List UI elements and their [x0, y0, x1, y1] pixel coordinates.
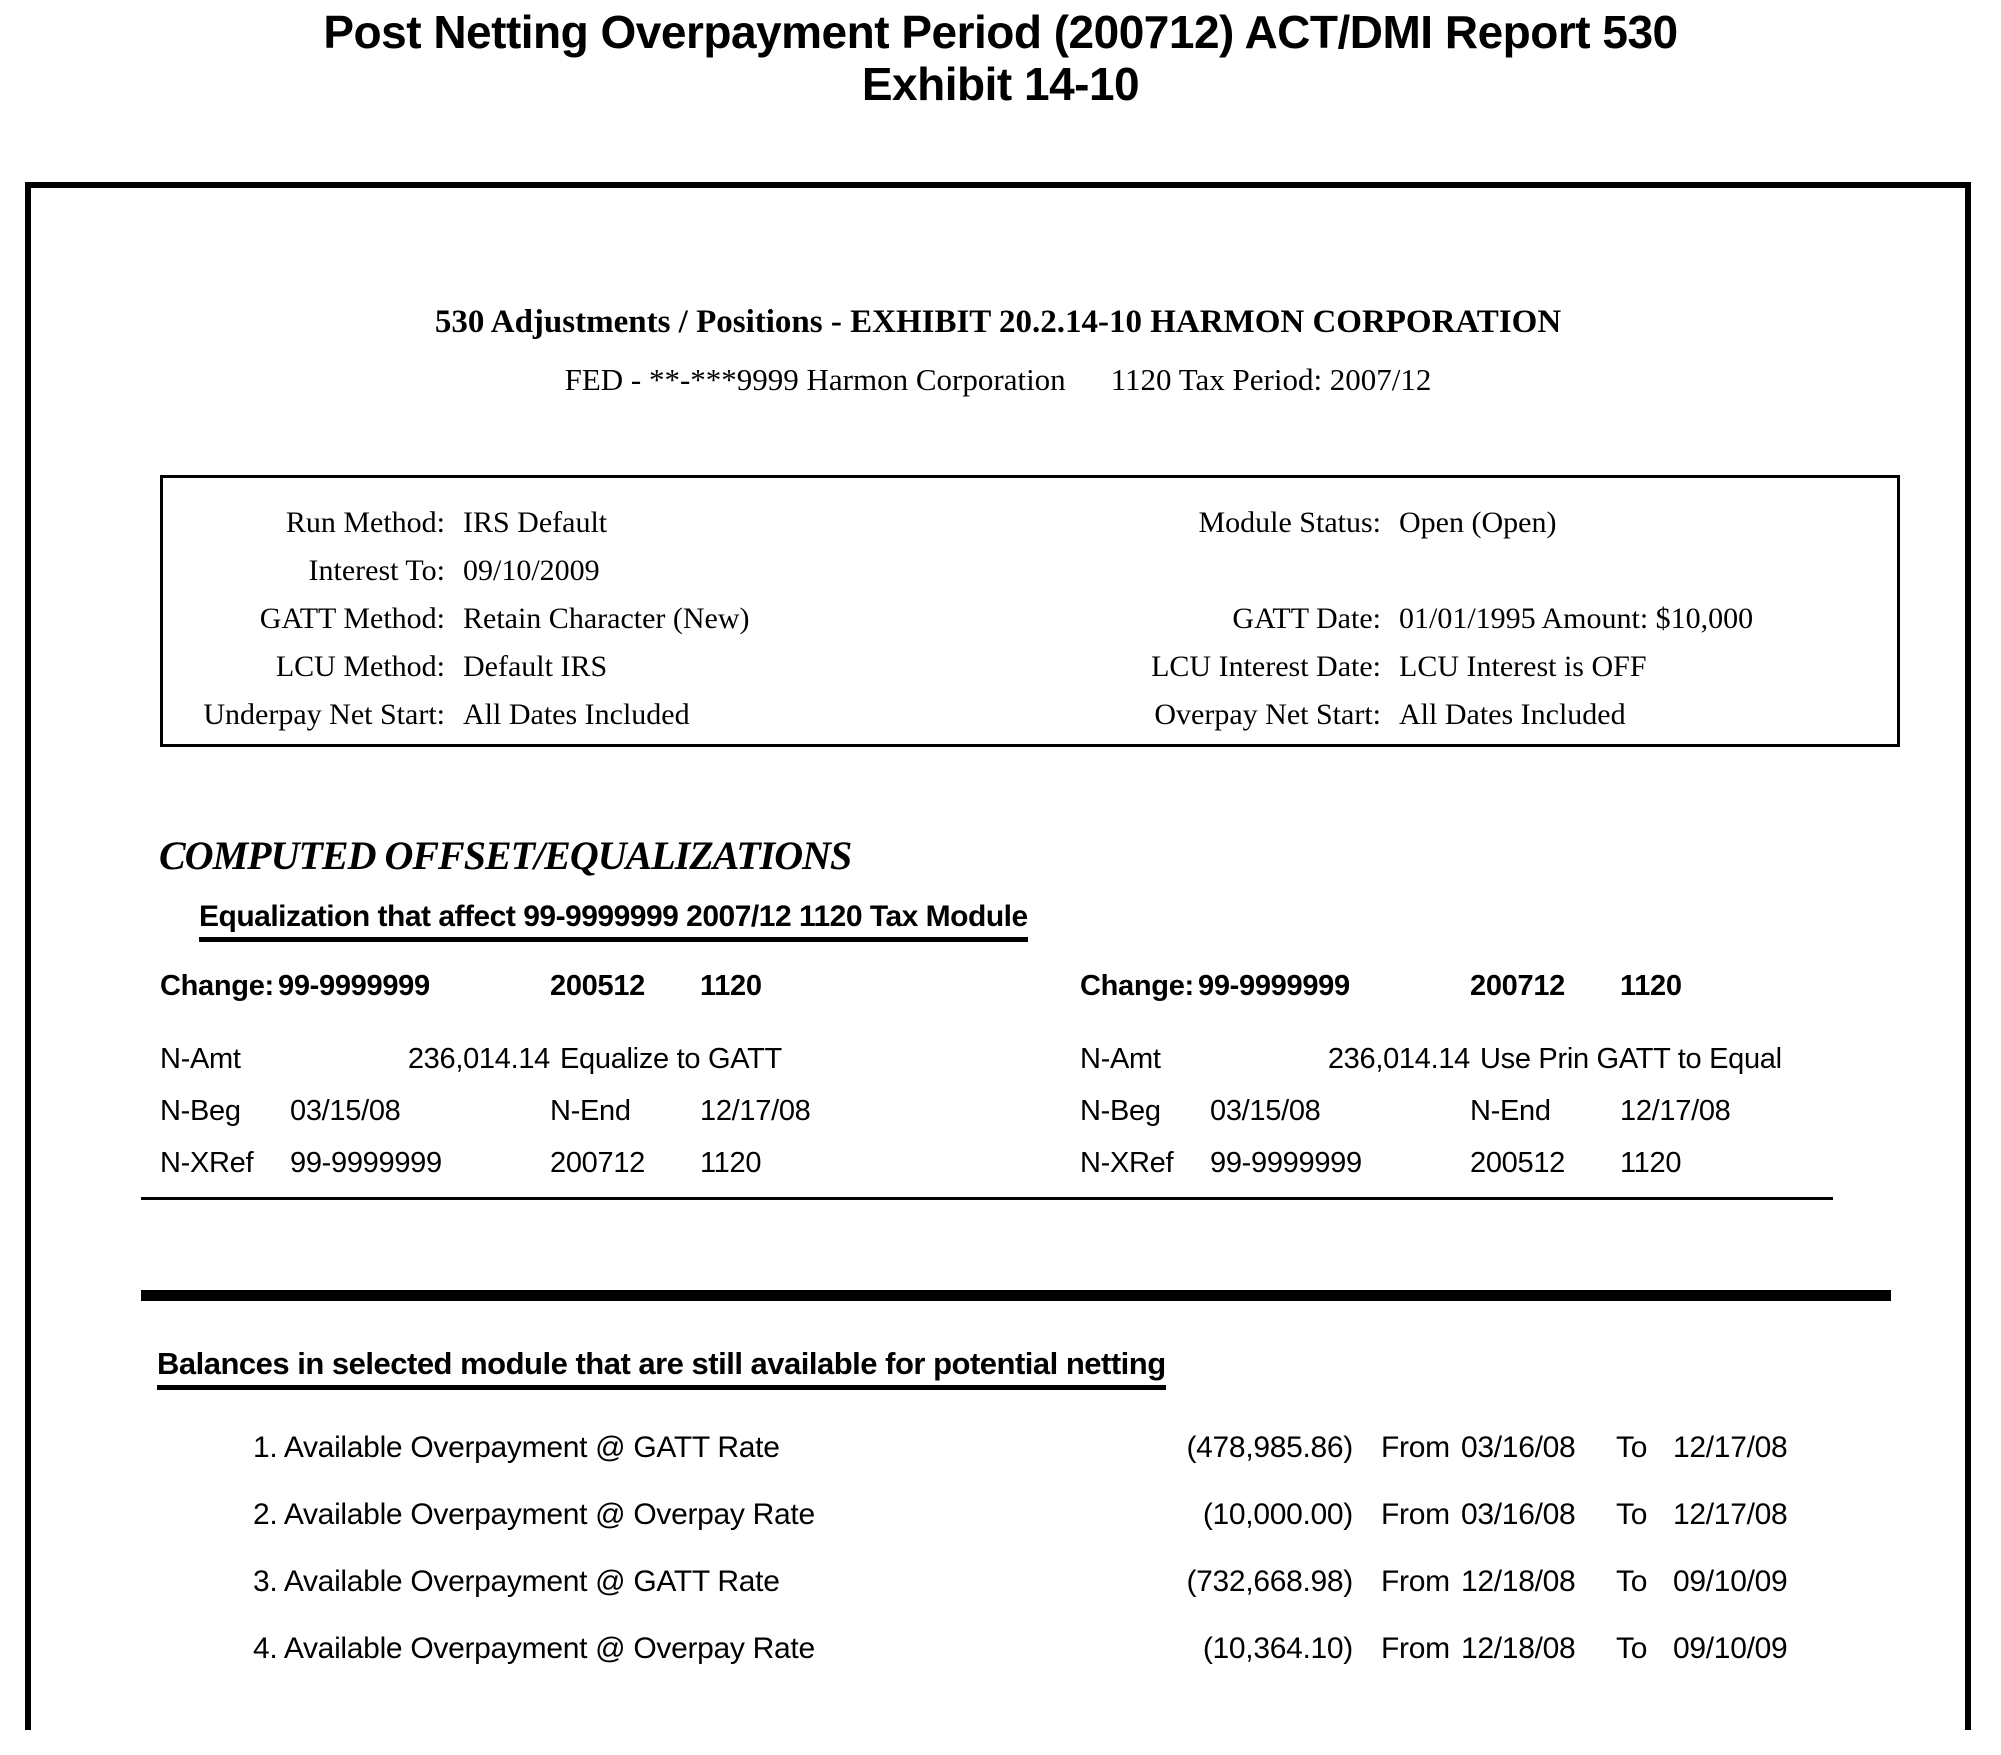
- balance-num: 3.: [253, 1565, 278, 1598]
- balance-label: [253, 1562, 968, 1629]
- balance-desc: Available Overpayment @ GATT Rate: [283, 1565, 780, 1598]
- n-amt-label: N-Amt: [1080, 1043, 1161, 1075]
- n-end-value: 12/17/08: [1620, 1095, 1731, 1127]
- change-label: Change:: [160, 970, 274, 1002]
- n-end-label: N-End: [1470, 1095, 1551, 1127]
- settings-box: [160, 475, 1900, 747]
- settings-value: All Dates Included: [1399, 698, 1626, 731]
- report-header: 530 Adjustments / Positions - EXHIBIT 20.2.14-10 HARMON CORPORATION: [434, 304, 1562, 340]
- n-xref-label: N-XRef: [160, 1147, 254, 1179]
- report-subheader: [31, 362, 1965, 398]
- change-mft: 1120: [700, 970, 762, 1002]
- balance-num: 1.: [253, 1431, 278, 1464]
- settings-row-gatt-date: [1032, 595, 1900, 643]
- change-label: Change:: [1080, 970, 1194, 1002]
- settings-label: Interest To:: [308, 554, 445, 587]
- balance-from-label: From: [1381, 1498, 1450, 1531]
- n-xref-tin: 99-9999999: [1210, 1147, 1362, 1179]
- balance-to-date: 09/10/09: [1673, 1632, 1788, 1665]
- settings-left-column: [163, 499, 1032, 739]
- balance-to-date: 12/17/08: [1673, 1498, 1788, 1531]
- settings-value: All Dates Included: [463, 698, 690, 731]
- n-end-value: 12/17/08: [700, 1095, 811, 1127]
- n-amt-label: N-Amt: [160, 1043, 241, 1075]
- section-divider-thick: [141, 1290, 1891, 1301]
- settings-label: Run Method:: [285, 506, 445, 539]
- n-beg-label: N-Beg: [160, 1095, 241, 1127]
- n-beg-value: 03/15/08: [290, 1095, 401, 1127]
- balance-to-date: 12/17/08: [1673, 1431, 1788, 1464]
- settings-value: Retain Character (New): [463, 602, 750, 635]
- n-xref-row: [1080, 1147, 1960, 1187]
- change-tin: 99-9999999: [278, 970, 430, 1002]
- change-tax-period: 200712: [1470, 970, 1565, 1002]
- settings-label: LCU Interest Date:: [1151, 650, 1381, 683]
- balance-label: [253, 1629, 968, 1696]
- balance-to-label: To: [1616, 1431, 1648, 1464]
- n-beg-label: N-Beg: [1080, 1095, 1161, 1127]
- balance-amount: (732,668.98): [1186, 1565, 1353, 1598]
- balance-amount: (478,985.86): [1186, 1431, 1353, 1464]
- balance-from-date: 03/16/08: [1461, 1431, 1576, 1464]
- settings-row-underpay-net-start: [163, 691, 1032, 739]
- balance-label: [253, 1428, 968, 1495]
- change-mft: 1120: [1620, 970, 1682, 1002]
- balances-heading: Balances in selected module that are still available for potential netting: [157, 1346, 1166, 1390]
- equalization-subheading: Equalization that affect 99-9999999 2007/12 1120 Tax Module: [199, 900, 1028, 942]
- report-frame: [25, 182, 1971, 1730]
- settings-row-lcu-interest-date: [1032, 643, 1900, 691]
- balance-from-date: 12/18/08: [1461, 1632, 1576, 1665]
- balance-from-label: From: [1381, 1632, 1450, 1665]
- settings-row-overpay-net-start: [1032, 691, 1900, 739]
- settings-label: GATT Method:: [259, 602, 445, 635]
- balance-from-label: From: [1381, 1431, 1450, 1464]
- balance-row: [31, 1495, 1965, 1562]
- settings-row-lcu-method: [163, 643, 1032, 691]
- balance-from-label: From: [1381, 1565, 1450, 1598]
- change-block-200712: [1080, 970, 1960, 1190]
- balance-label: [253, 1495, 968, 1562]
- settings-value: 09/10/2009: [463, 554, 600, 587]
- change-header: [1080, 970, 1960, 1010]
- n-xref-mft: 1120: [1620, 1147, 1682, 1179]
- settings-label: Overpay Net Start:: [1154, 698, 1381, 731]
- balance-desc: Available Overpayment @ Overpay Rate: [283, 1632, 815, 1665]
- settings-row-blank: [1032, 547, 1900, 595]
- balance-row: [31, 1428, 1965, 1495]
- balance-desc: Available Overpayment @ Overpay Rate: [283, 1498, 815, 1531]
- balance-from-date: 03/16/08: [1461, 1498, 1576, 1531]
- n-end-label: N-End: [550, 1095, 631, 1127]
- n-xref-label: N-XRef: [1080, 1147, 1174, 1179]
- balance-row: [31, 1562, 1965, 1629]
- n-amt-row: [1080, 1043, 1960, 1083]
- page-title-line1: Post Netting Overpayment Period (200712) ACT/DMI Report 530: [323, 6, 1678, 58]
- settings-value: Default IRS: [463, 650, 608, 683]
- settings-row-module-status: [1032, 499, 1900, 547]
- settings-label: GATT Date:: [1232, 602, 1381, 635]
- settings-row-run-method: [163, 499, 1032, 547]
- settings-row-interest-to: [163, 547, 1032, 595]
- settings-label: Underpay Net Start:: [203, 698, 445, 731]
- n-xref-row: [160, 1147, 1040, 1187]
- n-amt-value: 236,014.14: [407, 1043, 550, 1075]
- n-beg-value: 03/15/08: [1210, 1095, 1321, 1127]
- change-tin: 99-9999999: [1198, 970, 1350, 1002]
- n-amt-note: Equalize to GATT: [560, 1043, 782, 1075]
- settings-value: 01/01/1995 Amount: $10,000: [1399, 602, 1754, 635]
- page-title: [0, 6, 2001, 110]
- balance-num: 2.: [253, 1498, 278, 1531]
- report-subheader-entity: FED - **-***9999 Harmon Corporation: [564, 362, 1066, 397]
- section-divider-thin: [141, 1197, 1833, 1200]
- n-xref-mft: 1120: [700, 1147, 762, 1179]
- page-title-line2: Exhibit 14-10: [861, 58, 1140, 110]
- settings-label: Module Status:: [1198, 506, 1381, 539]
- settings-row-gatt-method: [163, 595, 1032, 643]
- n-amt-note: Use Prin GATT to Equal: [1480, 1043, 1782, 1075]
- settings-value: IRS Default: [463, 506, 608, 539]
- balance-from-date: 12/18/08: [1461, 1565, 1576, 1598]
- n-amt-value: 236,014.14: [1327, 1043, 1470, 1075]
- n-beg-row: [160, 1095, 1040, 1135]
- balance-to-label: To: [1616, 1498, 1648, 1531]
- computed-offsets-heading: COMPUTED OFFSET/EQUALIZATIONS: [159, 833, 852, 878]
- change-block-200512: [160, 970, 1040, 1190]
- settings-right-column: [1032, 499, 1900, 739]
- balance-to-label: To: [1616, 1565, 1648, 1598]
- settings-value: LCU Interest is OFF: [1399, 650, 1647, 683]
- balance-to-date: 09/10/09: [1673, 1565, 1788, 1598]
- balances-list: [31, 1428, 1965, 1696]
- report-subheader-taxperiod: 1120 Tax Period: 2007/12: [1110, 362, 1432, 397]
- settings-label: LCU Method:: [275, 650, 445, 683]
- n-xref-period: 200712: [550, 1147, 645, 1179]
- settings-value: Open (Open): [1399, 506, 1557, 539]
- balance-num: 4.: [253, 1632, 278, 1665]
- balance-desc: Available Overpayment @ GATT Rate: [283, 1431, 780, 1464]
- n-beg-row: [1080, 1095, 1960, 1135]
- balance-to-label: To: [1616, 1632, 1648, 1665]
- change-tax-period: 200512: [550, 970, 645, 1002]
- change-header: [160, 970, 1040, 1010]
- n-amt-row: [160, 1043, 1040, 1083]
- n-xref-tin: 99-9999999: [290, 1147, 442, 1179]
- balance-amount: (10,364.10): [1202, 1632, 1353, 1665]
- settings-label: [1032, 547, 1381, 595]
- balance-row: [31, 1629, 1965, 1696]
- balance-amount: (10,000.00): [1202, 1498, 1353, 1531]
- n-xref-period: 200512: [1470, 1147, 1565, 1179]
